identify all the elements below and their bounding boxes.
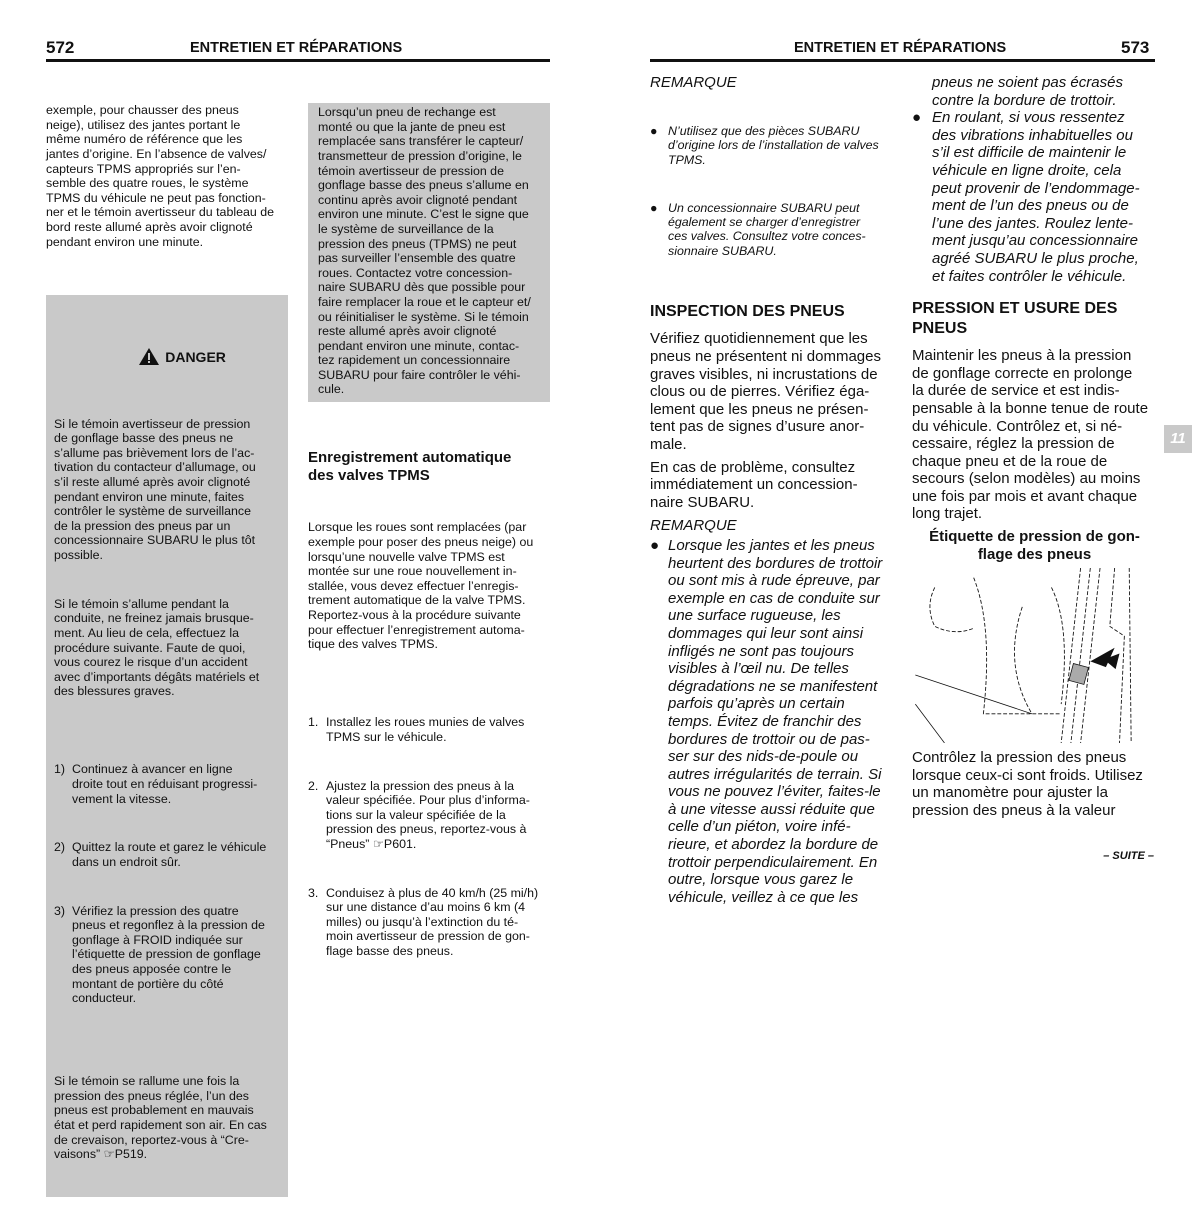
- chapter-tab: 11: [1164, 425, 1192, 453]
- remark-text: N’utilisez que des pièces SUBARU d’origine lors de l’installation de valves TPMS.: [668, 124, 879, 167]
- section-paragraph: Maintenir les pneus à la pression de gonflage correcte en prolonge la durée de service et est indis- pensable à la bonne tenue de route du véhicule. Contrôlez et, si né- cessaire, réglez la pression de chaque pneu et de la roue de secours (selon modèles) au moins une fois par mois et avant chaque long trajet.: [912, 347, 1149, 523]
- note-box: Lorsqu’un pneu de rechange est monté ou que la jante de pneu est remplacée sans transférer le capteur/ transmetteur de pression d’origine, le témoin avertisseur de pression de gonflage basse des pneus s’allume en continu après avoir clignoté pendant environ une minute. C’est le signe que le système de surveillance de la pression des pneus (TPMS) ne peut pas surveiller l’ensemble des quatre roues. Contactez votre concession- naire SUBARU dès que possible pour faire remplacer la roue et le capteur et/ ou réinitialiser le système. Si le témoin reste allumé après avoir clignoté pendant environ une minute, contac- tez rapidement un concessionnaire SUBARU pour faire contrôler le véhi- cule.: [308, 103, 550, 402]
- page-title-left: ENTRETIEN ET RÉPARATIONS: [190, 40, 403, 56]
- remark-text: Lorsque les jantes et les pneus heurtent des bordures de trottoir ou sont mis à rude épreuve, par exemple en cas de conduite sur une surface rugueuse, les dommages qui leur sont ainsi infligés ne sont pas toujours visibles à l’œil nu. De telles dégradations ne se manifestent parfois qu’après un certain temps. Évitez de franchir des bordures de trottoir ou de pas- ser sur des nids-de-poule ou autres irrégularités de terrain. Si vous ne pouvez l’éviter, faites-le à une vitesse aussi réduite que celle d’un piéton, voire infé- rieure, et abordez la bordure de trottoir perpendiculairement. En outre, lorsque vous garez le véhicule, veillez à ce que les: [668, 536, 883, 906]
- danger-label: DANGER: [165, 348, 226, 365]
- remark-item: ● N’utilisez que des pièces SUBARU d’origine lors de l’installation de valves TPMS.: [650, 124, 879, 167]
- tire-label-sticker: [1069, 664, 1089, 685]
- left-column-2: [308, 74, 550, 1027]
- subsection-heading: Étiquette de pression de gon- flage des pneus: [929, 528, 1140, 564]
- header-rule-right: [650, 59, 1155, 62]
- danger-header: [54, 330, 280, 384]
- continued-marker: – SUITE –: [1103, 850, 1154, 862]
- remark-text: En roulant, si vous ressentez des vibrations inhabituelles ou s’il est difficile de maintenir le véhicule en ligne droite, cela peut provenir de l’endommage- ment de l’un des pneus ou de l’une des jantes. Roulez lente- ment jusqu’au concessionnaire agréé SUBARU le plus proche, et faites contrôler le véhicule.: [932, 109, 1140, 285]
- danger-steps: [54, 733, 280, 1040]
- step-item: [54, 904, 280, 1006]
- remark-label: REMARQUE: [650, 517, 737, 535]
- registration-steps: [308, 686, 550, 993]
- step-item: [308, 715, 550, 744]
- remark-item: ● Un concessionnaire SUBARU peut également se charger d’enregistrer ces valves. Consultez votre conces- sionnaire SUBARU.: [650, 200, 866, 258]
- left-column-1: [46, 74, 288, 1226]
- danger-paragraph: Si le témoin s’allume pendant la conduite, ne freinez jamais brusque- ment. Au lieu de cela, effectuez la procédure suivante. Faute de quoi, vous courez le risque d’un accident avec d’importants dégâts matériels et des blessures graves.: [54, 596, 260, 699]
- remark-continued: pneus ne soient pas écrasés contre la bordure de trottoir.: [932, 74, 1123, 109]
- remark-list: [650, 96, 892, 287]
- step-item: [308, 779, 550, 852]
- tire-label-location-illustration: [912, 568, 1152, 743]
- step-item: [54, 762, 280, 806]
- step-number: 2): [54, 840, 66, 855]
- right-column-2: [912, 74, 1157, 824]
- remark-item: ● En roulant, si vous ressentez des vibrations inhabituelles ou s’il est difficile de maintenir le véhicule en ligne droite, cela peut provenir de l’endommage- ment de l’un des pneus ou de l’une des jantes. Roulez lente- ment jusqu’au concessionnaire agréé SUBARU le plus proche, et faites contrôler le véhicule.: [912, 109, 1140, 285]
- remark-item: ● Lorsque les jantes et les pneus heurtent des bordures de trottoir ou sont mis à rude épreuve, par exemple en cas de conduite sur une surface rugueuse, les dommages qui leur sont ainsi infligés ne sont pas toujours visibles à l’œil nu. De telles dégradations ne se manifestent parfois qu’après un certain temps. Évitez de franchir des bordures de trottoir ou de pas- ser sur des nids-de-poule ou autres irrégularités de terrain. Si vous ne pouvez l’éviter, faites-le à une vitesse aussi réduite que celle d’un piéton, voire infé- rieure, et abordez la bordure de trottoir perpendiculairement. En outre, lorsque vous garez le véhicule, veillez à ce que les: [650, 536, 883, 906]
- step-text: Continuez à avancer en ligne droite tout en réduisant progressi- vement la vitesse.: [72, 762, 258, 806]
- step-text: Vérifiez la pression des quatre pneus et regonflez à la pression de gonflage à FROID indiquée sur l’étiquette de pression de gonflage des pneus apposée contre le montant de portière du côté conducteur.: [72, 903, 265, 1006]
- step-item: [308, 886, 550, 959]
- section-heading: INSPECTION DES PNEUS: [650, 303, 845, 321]
- step-number: 3): [54, 903, 66, 918]
- remark-text: Un concessionnaire SUBARU peut également se charger d’enregistrer ces valves. Consultez votre conces- sionnaire SUBARU.: [668, 200, 866, 258]
- section-paragraph: Lorsque les roues sont remplacées (par exemple pour poser des pneus neige) ou lorsqu’une nouvelle valve TPMS est montée sur une roue nouvellement in- stallée, vous devez effectuer l’enregis- trement automatique de la valve TPMS. Reportez-vous à la procédure suivante pour effectuer l’enregistrement automa- tique des valves TPMS.: [308, 520, 534, 652]
- step-number: 2.: [308, 778, 319, 793]
- section-paragraph: Contrôlez la pression des pneus lorsque ceux-ci sont froids. Utilisez un manomètre pour ajuster la pression des pneus à la valeur: [912, 749, 1143, 819]
- danger-paragraph: Si le témoin avertisseur de pression de gonflage basse des pneus ne s’allume pas brièvement lors de l’ac- tivation du contacteur d’allumage, ou s’il reste allumé après avoir clignoté pendant environ une minute, faites contrôler le système de surveillance de la pression des pneus par un concessionnaire SUBARU le plus tôt possible.: [54, 416, 256, 563]
- section-paragraph: En cas de problème, consultez immédiatement un concession- naire SUBARU.: [650, 458, 858, 511]
- step-number: 3.: [308, 885, 319, 900]
- step-text: Quittez la route et garez le véhicule dans un endroit sûr.: [72, 840, 267, 869]
- danger-paragraph: Si le témoin se rallume une fois la pression des pneus réglée, l’un des pneus est probablement en mauvais état et perd rapidement son air. En cas de crevaison, reportez-vous à “Cre- vaisons” ☞P519.: [54, 1074, 267, 1162]
- step-item: [54, 840, 280, 869]
- step-text: Conduisez à plus de 40 km/h (25 mi/h) sur une distance d’au moins 6 km (4 milles) ou jusqu’à l’extinction du té- moin avertisseur de pression de gon- flage basse des pneus.: [326, 885, 539, 959]
- intro-paragraph: exemple, pour chausser des pneus neige), utilisez des jantes portant le même numéro de référence que les jantes d’origine. En l’absence de valves/ capteurs TPMS appropriés sur l’en- semble des quatre roues, le système TPMS du véhicule ne peut pas fonction- ner et le témoin avertisseur du tableau de bord reste allumé après avoir clignoté pendant environ une minute.: [46, 103, 274, 249]
- step-text: Ajustez la pression des pneus à la valeur spécifiée. Pour plus d’informa- tions sur la valeur spécifiée de la pression des pneus, reportez-vous à “Pneus” ☞P601.: [326, 778, 530, 851]
- page-number-right: 573: [1121, 38, 1150, 57]
- arrow-icon: [1090, 648, 1119, 669]
- step-text: Installez les roues munies de valves TPMS sur le véhicule.: [326, 715, 525, 744]
- danger-box: [46, 295, 288, 1197]
- page-number-left: 572: [46, 38, 75, 57]
- section-heading: Enregistrement automatique des valves TPMS: [308, 449, 512, 485]
- step-number: 1.: [308, 715, 319, 730]
- section-paragraph: Vérifiez quotidiennement que les pneus ne présentent ni dommages graves visibles, ni incrustations de clous ou de pierres. Vérifiez éga- lement que les pneus ne présen- tent pas de signes d’usure anor- male.: [650, 330, 881, 454]
- warning-triangle-icon: [139, 348, 159, 365]
- right-column-1: [650, 74, 892, 906]
- step-number: 1): [54, 762, 66, 777]
- section-heading: PRESSION ET USURE DES PNEUS: [912, 300, 1118, 338]
- page-title-right: ENTRETIEN ET RÉPARATIONS: [794, 40, 1007, 56]
- remark-label: REMARQUE: [650, 74, 737, 91]
- header-rule-left: [46, 59, 550, 62]
